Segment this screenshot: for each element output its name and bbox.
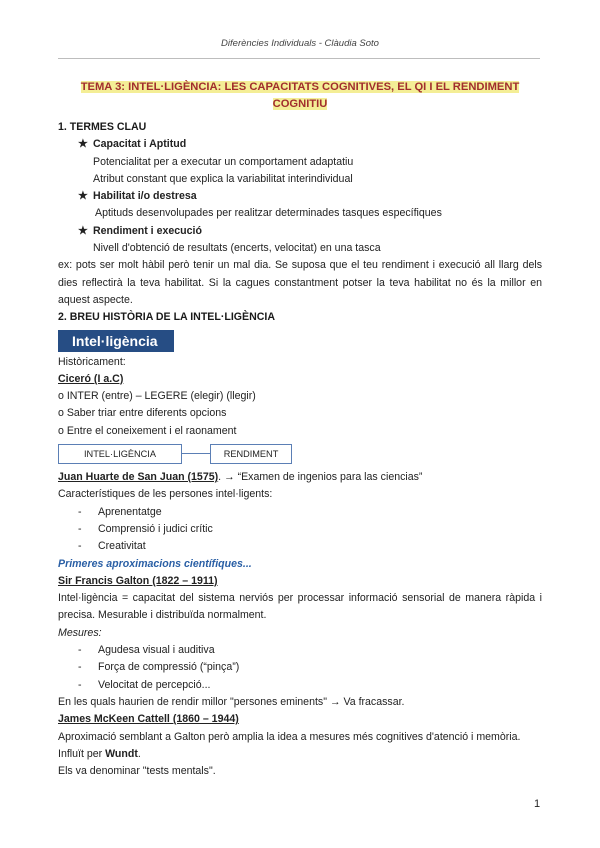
first-approaches-heading: Primeres aproximacions científiques...	[58, 557, 252, 570]
section-2-heading: 2. BREU HISTÒRIA DE LA INTEL·LIGÈNCIA	[58, 311, 275, 324]
list-item: - Aprenentatge	[58, 504, 542, 521]
term-definition: Aptituds desenvolupades per realitzar determinades tasques específiques	[95, 207, 442, 220]
influence-suffix: .	[137, 747, 141, 760]
term-label: Habilitat i/o destresa	[93, 190, 197, 203]
list-item: - Agudesa visual i auditiva	[58, 642, 542, 659]
star-icon: ★	[78, 224, 88, 237]
huarte-intro: Característiques de les persones intel·ligents:	[58, 488, 273, 501]
star-icon: ★	[78, 138, 88, 151]
list-item: - Velocitat de percepció...	[58, 677, 542, 694]
influence-prefix: Influït per	[58, 747, 106, 760]
cattell-tests: Els va denominar "tests mentals".	[58, 765, 216, 778]
galton-note: En les quals haurien de rendir millor "persones eminents" → Va fracassar.	[58, 695, 405, 708]
title-line-1: TEMA 3: INTEL·LIGÈNCIA: LES CAPACITATS COGNITIVES, EL QI I EL RENDIMENT	[80, 81, 520, 93]
measures-label: Mesures:	[58, 626, 102, 639]
huarte-work: . → “Examen de ingenios para las ciencias”	[218, 471, 423, 484]
influence-name: Wundt	[105, 747, 138, 760]
badge-wrapper	[58, 327, 542, 354]
example-paragraph: ex: pots ser molt hàbil però tenir un mal dia. Se suposa que el teu rendiment i execució all llarg dels dies reflectirà la teva habilitat. Si la cagues constantment potser la teva habilitat no és la millor en aquest aspecte.	[58, 259, 542, 306]
section-1-heading: 1. TERMES CLAU	[58, 121, 147, 133]
term-label: Capacitat i Aptitud	[93, 138, 187, 151]
star-icon: ★	[78, 190, 88, 203]
flow-box-intelligence: INTEL·LIGÈNCIA	[58, 444, 182, 464]
cattell-text: Aproximació semblant a Galton però amplia la idea a mesures més cognitives d'atenció i memòria.	[58, 730, 521, 743]
cicero-item: o Saber triar entre diferents opcions	[58, 407, 227, 420]
term-definition: Atribut constant que explica la variabilitat interindividual	[93, 172, 353, 185]
term-label: Rendiment i execució	[93, 224, 202, 237]
flow-connector	[181, 453, 210, 454]
huarte-line	[58, 469, 542, 486]
list-item: - Creativitat	[58, 538, 542, 555]
list-item-text: Creativitat	[98, 540, 146, 553]
list-item: - Força de compressió (“pinça”)	[58, 659, 542, 676]
term-habilitat	[58, 188, 542, 205]
term-definition: Nivell d'obtenció de resultats (encerts, velocitat) en una tasca	[93, 242, 381, 255]
cattell-influence	[58, 746, 542, 763]
historic-label: Històricament:	[58, 355, 126, 368]
document-title	[58, 79, 542, 113]
list-item-text: Comprensió i judici crític	[98, 522, 213, 535]
page-content	[58, 79, 542, 780]
intelligence-badge: Intel·ligència	[58, 330, 174, 352]
cattell-heading: James McKeen Cattell (1860 – 1944)	[58, 713, 239, 726]
galton-heading: Sir Francis Galton (1822 – 1911)	[58, 574, 218, 587]
list-item-text: Agudesa visual i auditiva	[98, 644, 215, 657]
header-divider	[58, 58, 540, 59]
list-item-text: Velocitat de percepció...	[98, 678, 211, 691]
cicero-item: o Entre el coneixement i el raonament	[58, 424, 237, 437]
term-rendiment	[58, 223, 542, 240]
galton-definition: Intel·ligència = capacitat del sistema nerviós per processar informació sensorial de manera ràpida i precisa. Mesurable i distribuïda normalment.	[58, 592, 542, 622]
flow-diagram	[58, 443, 542, 467]
list-item: - Comprensió i judici crític	[58, 521, 542, 538]
huarte-heading: Juan Huarte de San Juan (1575)	[58, 471, 219, 484]
term-capacitat	[58, 136, 542, 153]
flow-box-performance: RENDIMENT	[210, 444, 292, 464]
page-header: Diferències Individuals - Clàudia Soto	[221, 38, 379, 49]
title-line-2: COGNITIU	[272, 98, 328, 110]
page-number: 1	[534, 798, 541, 810]
cicero-item: o INTER (entre) – LEGERE (elegir) (llegir)	[58, 390, 256, 403]
list-item-text: Aprenentatge	[98, 505, 162, 518]
list-item-text: Força de compressió (“pinça”)	[98, 661, 240, 674]
cicero-heading: Ciceró (I a.C)	[58, 372, 124, 385]
term-definition: Potencialitat per a executar un comportament adaptatiu	[93, 155, 354, 168]
